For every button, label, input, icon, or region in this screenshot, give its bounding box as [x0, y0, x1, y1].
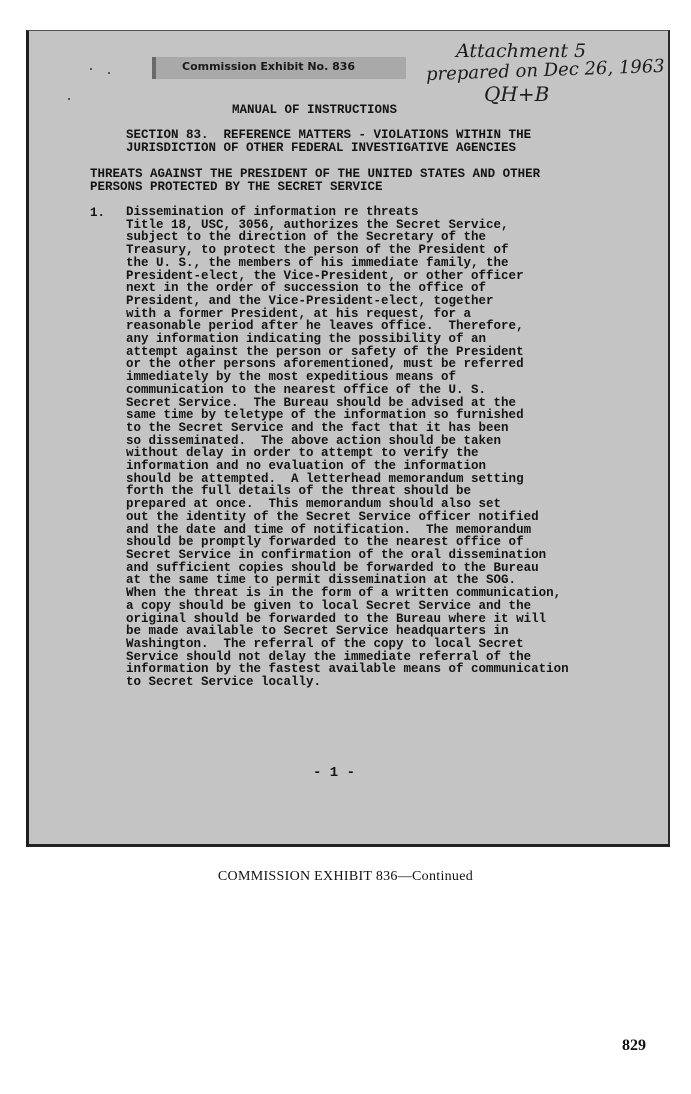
section-heading: SECTION 83. REFERENCE MATTERS - VIOLATIONS WITHIN THE JURISDICTION OF OTHER FEDERAL INVESTIGATIVE AGENCIES: [126, 128, 532, 155]
handwritten-line-2: prepared on Dec 26, 1963: [425, 55, 666, 86]
exhibit-stamp: [152, 57, 406, 79]
subheading: THREATS AGAINST THE PRESIDENT OF THE UNITED STATES AND OTHER PERSONS PROTECTED BY THE SECRET SERVICE: [90, 167, 541, 194]
exhibit-stamp-text: Commission Exhibit No. 836: [182, 60, 356, 73]
scan-speck: [68, 98, 70, 100]
scan-speck: [108, 72, 110, 74]
manual-title: MANUAL OF INSTRUCTIONS: [232, 103, 398, 117]
page-number: 829: [622, 1037, 646, 1054]
handwritten-initials: QH+B: [484, 82, 550, 106]
page-marker: - 1 -: [313, 765, 356, 781]
handwritten-line-1: Attachment 5: [456, 40, 587, 62]
scan-speck: [90, 68, 92, 70]
item-body: Dissemination of information re threats Title 18, USC, 3056, authorizes the Secret Service, subject to the direction of the Secretary of the Treasury, to protect the person of the President of the U. S., the members of his immediate family, the President-elect, the Vice-President, or other officer next in the order of succession to the office of President, and the Vice-President-elect, together with a former President, at his request, for a reasonable period after he leaves office. Therefore, any information indicating the possibility of an attempt against the person or safety of the President or the other persons aforementioned, must be referred immediately by the most expeditious means of communication to the nearest office of the U. S. Secret Service. The Bureau should be advised at the same time by teletype of the information so furnished to the Secret Service and the fact that it has been so disseminated. The above action should be taken without delay in order to attempt to verify the information and no evaluation of the information should be attempted. A letterhead memorandum setting forth the full details of the threat should be prepared at once. This memorandum should also set out the identity of the Secret Service officer notified and the date and time of notification. The memorandum should be promptly forwarded to the nearest office of Secret Service in confirmation of the oral dissemination and sufficient copies should be forwarded to the Bureau at the same time to permit dissemination at the SOG. When the threat is in the form of a written communication, a copy should be given to local Secret Service and the original should be forwarded to the Bureau where it will be made available to Secret Service headquarters in Washington. The referral of the copy to local Secret Service should not delay the immediate referral of the information by the fastest available means of communication to Secret Service locally.: [126, 205, 569, 690]
exhibit-caption: COMMISSION EXHIBIT 836—Continued: [217, 869, 474, 884]
item-number: 1.: [90, 206, 106, 220]
